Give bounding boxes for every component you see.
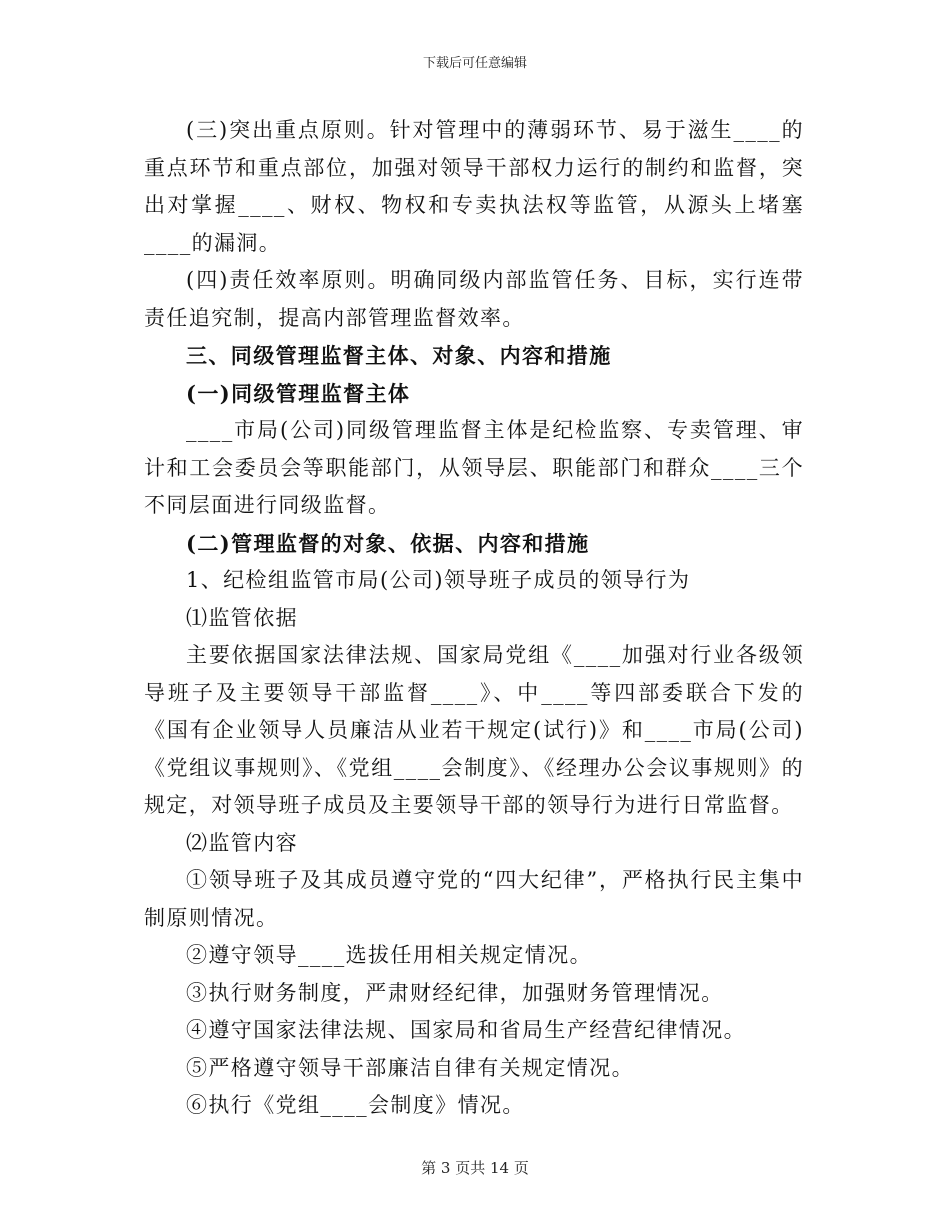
paragraph-supervision-subject: ____市局(公司)同级管理监督主体是纪检监察、专卖管理、审计和工会委员会等职能部门，从领导层、职能部门和群众____三个不同层面进行同级监督。: [144, 418, 804, 517]
document-body: [144, 112, 804, 1125]
section-heading-three: 三、同级管理监督主体、对象、内容和措施: [186, 343, 612, 368]
list-item-5: ⑤严格遵守领导干部廉洁自律有关规定情况。: [186, 1055, 634, 1080]
item-heading-content: ⑵监管内容: [186, 830, 298, 855]
list-item-2: ②遵守领导____选拔任用相关规定情况。: [186, 943, 592, 967]
list-item-4: ④遵守国家法律法规、国家局和省局生产经营纪律情况。: [186, 1018, 746, 1042]
subsection-heading-one: (一)同级管理监督主体: [186, 380, 411, 406]
list-item-3: ③执行财务制度，严肃财经纪律，加强财务管理情况。: [186, 980, 724, 1005]
page-header: 下载后可任意编辑: [422, 56, 527, 71]
list-item-1: ①领导班子及其成员遵守党的“四大纪律”，严格执行民主集中制原则情况。: [144, 868, 804, 930]
paragraph-principle-three: (三)突出重点原则。针对管理中的薄弱环节、易于滋生____的重点环节和重点部位，加强对领导干部权力运行的制约和监督，突出对掌握____、财权、物权和专卖执法权等监管，从源头上堵塞____的漏洞。: [144, 118, 804, 255]
paragraph-basis: 主要依据国家法律法规、国家局党组《____加强对行业各级领导班子及主要领导干部监督____》、中____等四部委联合下发的《国有企业领导人员廉洁从业若干规定(试行)》和____市局(公司)《党组议事规则》、《党组____会制度》、《经理办公会议事规则》的规定，对领导班子成员及主要领导干部的领导行为进行日常监督。: [144, 643, 804, 817]
list-item-6: ⑥执行《党组____会制度》情况。: [186, 1093, 525, 1117]
page-footer: 第 3 页共 14 页: [421, 1159, 529, 1177]
item-heading-basis: ⑴监管依据: [186, 605, 298, 630]
paragraph-principle-four: (四)责任效率原则。明确同级内部监管任务、目标，实行连带责任追究制，提高内部管理监督效率。: [144, 268, 804, 330]
subsection-heading-two: (二)管理监督的对象、依据、内容和措施: [186, 530, 590, 556]
item-heading-1: 1、纪检组监管市局(公司)领导班子成员的领导行为: [186, 568, 691, 592]
